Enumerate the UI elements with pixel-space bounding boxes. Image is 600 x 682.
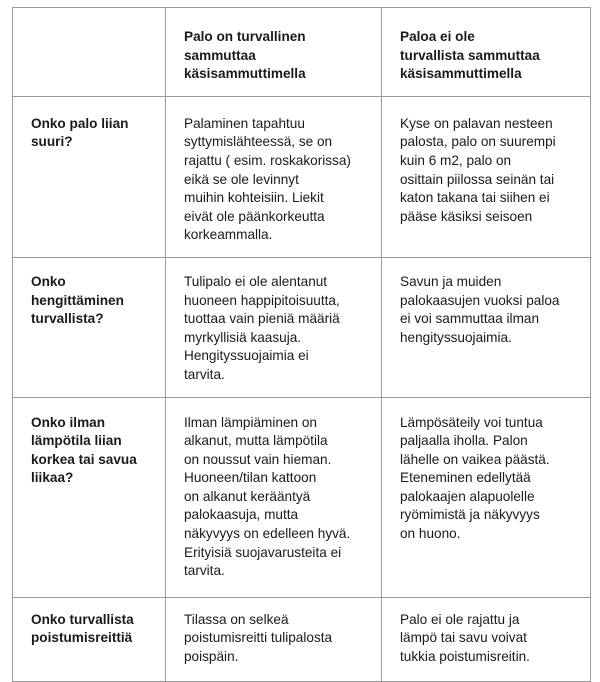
row-safe-cell: Tilassa on selkeä poistumisreitti tulipalosta poispäin. [166, 597, 382, 681]
row-question: Onko palo liian suuri? [13, 96, 166, 257]
table-row [13, 257, 591, 397]
header-unsafe-to-extinguish: Paloa ei ole turvallista sammuttaa käsisammuttimella [382, 8, 591, 97]
row-unsafe-cell: Kyse on palavan nesteen palosta, palo on suurempi kuin 6 m2, palo on osittain piilossa seinän tai katon takana tai siihen ei pääse käsiksi seisoen [382, 96, 591, 257]
row-question: Onko hengittäminen turvallista? [13, 257, 166, 397]
row-unsafe-cell: Savun ja muiden palokaasujen vuoksi paloa ei voi sammuttaa ilman hengityssuojaimia. [382, 257, 591, 397]
row-safe-cell: Palaminen tapahtuu syttymislähteessä, se on rajattu ( esim. roskakorissa) eikä se ole levinnyt muihin kohteisiin. Liekit eivät ole päänkorkeutta korkeammalla. [166, 96, 382, 257]
header-safe-to-extinguish: Palo on turvallinen sammuttaa käsisammuttimella [166, 8, 382, 97]
row-unsafe-cell: Lämpösäteily voi tuntua paljaalla iholla. Palon lähelle on vaikea päästä. Eteneminen edellytää palokaajen alapuolelle ryömimistä ja näkyvyys on huono. [382, 397, 591, 597]
table-header-row [13, 8, 591, 97]
row-unsafe-cell: Palo ei ole rajattu ja lämpö tai savu voivat tukkia poistumisreitin. [382, 597, 591, 681]
row-question: Onko turvallista poistumisreittiä [13, 597, 166, 681]
table-row [13, 597, 591, 681]
header-corner-cell [13, 8, 166, 97]
row-question: Onko ilman lämpötila liian korkea tai savua liikaa? [13, 397, 166, 597]
row-safe-cell: Tulipalo ei ole alentanut huoneen happipitoisuutta, tuottaa vain pieniä määriä myrkyllisiä kaasuja. Hengityssuojaimia ei tarvita. [166, 257, 382, 397]
table-row [13, 397, 591, 597]
row-safe-cell: Ilman lämpiäminen on alkanut, mutta lämpötila on noussut vain hieman. Huoneen/tilan kattoon on alkanut kerääntyä palokaasuja, mutta näkyvyys on edelleen hyvä. Erityisiä suojavarusteita ei tarvita. [166, 397, 382, 597]
table-row [13, 96, 591, 257]
fire-extinguishing-decision-table [12, 7, 591, 682]
